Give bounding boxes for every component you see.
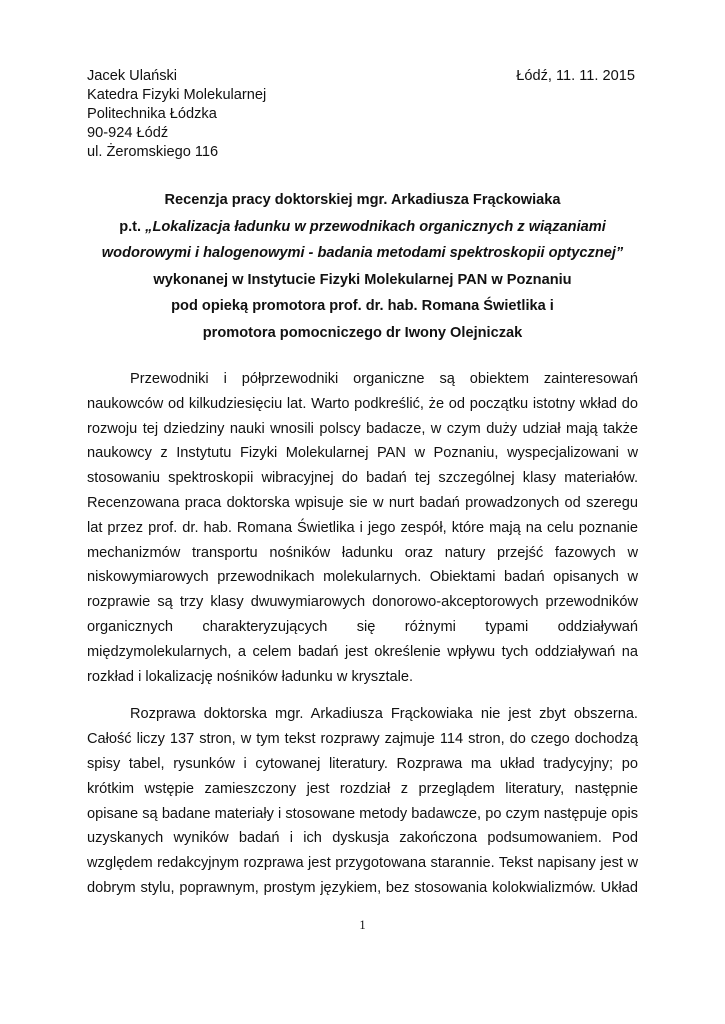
paragraph-line: spisy tabel, rysunków i cytowanej literatury. Rozprawa ma układ tradycyjny; po: [87, 755, 638, 772]
title-prefix: p.t.: [119, 218, 146, 235]
sender-postal-code: 90-924 Łódź: [87, 125, 169, 141]
paragraph-line: Rozprawa doktorska mgr. Arkadiusza Frąckowiaka nie jest zbyt obszerna.: [130, 706, 638, 723]
paragraph-line: dobrym stylu, poprawnym, prostym językiem, bez stosowania kolokwializmów. Układ: [87, 879, 638, 896]
title-line: wykonanej w Instytucie Fizyki Molekularnej PAN w Poznaniu: [153, 271, 572, 288]
sender-street: ul. Żeromskiego 116: [87, 144, 219, 160]
paragraph-line: opisane są badane materiały i stosowane metody badawcze, po czym następuje opis: [87, 805, 638, 822]
paragraph-line: organicznych charakteryzujących się różnymi typami oddziaływań: [87, 618, 638, 635]
title-line: pod opieką promotora prof. dr. hab. Romana Świetlika i: [171, 298, 554, 315]
title-line: promotora pomocniczego dr Iwony Olejniczak: [202, 324, 523, 341]
letter-date: Łódź, 11. 11. 2015: [516, 68, 635, 84]
sender-name: Jacek Ulański: [87, 68, 178, 84]
title-line: Recenzja pracy doktorskiej mgr. Arkadiusza Frąckowiaka: [164, 192, 561, 208]
paragraph-line: lat przez prof. dr. hab. Romana Świetlika i jego zespół, które mają na celu poznanie: [87, 519, 638, 536]
paragraph-line: uzyskanych wyników badań i ich dyskusja zakończona podsumowaniem. Pod: [87, 830, 638, 847]
paragraph-line: stosowaniu spektroskopii wibracyjnej do badań tej szczególnej klasy materiałów.: [87, 470, 638, 487]
page-number: 1: [359, 918, 366, 932]
paragraph-line: niskowymiarowych przewodnikach molekularnych. Obiektami badań opisanych w: [87, 569, 638, 586]
letter-header: [87, 67, 635, 162]
paragraph-line: względem redakcyjnym rozprawa jest przygotowana starannie. Tekst napisany jest w: [87, 855, 638, 872]
paragraph-line: Całość liczy 137 stron, w tym tekst rozprawy zajmuje 114 stron, do czego dochodzą: [87, 731, 638, 748]
thesis-title-part: wodorowymi i halogenowymi - badania metodami spektroskopii optycznej”: [101, 245, 624, 262]
paragraph: [87, 702, 638, 900]
paragraph-line: Przewodniki i półprzewodniki organiczne są obiektem zainteresowań: [130, 371, 638, 387]
sender-department: Katedra Fizyki Molekularnej: [87, 87, 267, 103]
thesis-title-part: „Lokalizacja ładunku w przewodnikach organicznych z wiązaniami: [145, 218, 606, 235]
review-body: [87, 367, 638, 914]
paragraph-line: rozprawie są trzy klasy dwuwymiarowych donorowo-akceptorowych przewodników: [87, 594, 638, 611]
paragraph-line: naukowców od kilkudziesięciu lat. Warto podkreślić, że od początku istotny wkład do: [87, 395, 638, 412]
review-title: [60, 187, 665, 347]
paragraph-line: Recenzowana praca doktorska wpisuje sie w nurt badań prowadzonych od szeregu: [87, 494, 638, 511]
paragraph-line: krótkim wstępie zamieszczony jest rozdział z przeglądem literatury, następnie: [87, 780, 638, 797]
sender-university: Politechnika Łódzka: [87, 106, 217, 122]
paragraph-line: naukowcy z Instytutu Fizyki Molekularnej PAN w Poznaniu, wyspecjalizowani w: [87, 445, 638, 462]
paragraph-line: mechanizmów transportu nośników ładunku oraz natury przejść fazowych w: [87, 544, 638, 561]
paragraph-line: rozwoju tej dziedziny nauki wnosili polscy badacze, w czym duży udział mają także: [87, 420, 638, 437]
title-line: [60, 214, 665, 241]
paragraph-line: rozkład i lokalizację nośników ładunku w krysztale.: [87, 668, 414, 685]
paragraph-line: międzymolekularnych, a celem badań jest określenie wpływu tych oddziaływań na: [87, 643, 638, 660]
paragraph: [87, 367, 638, 689]
